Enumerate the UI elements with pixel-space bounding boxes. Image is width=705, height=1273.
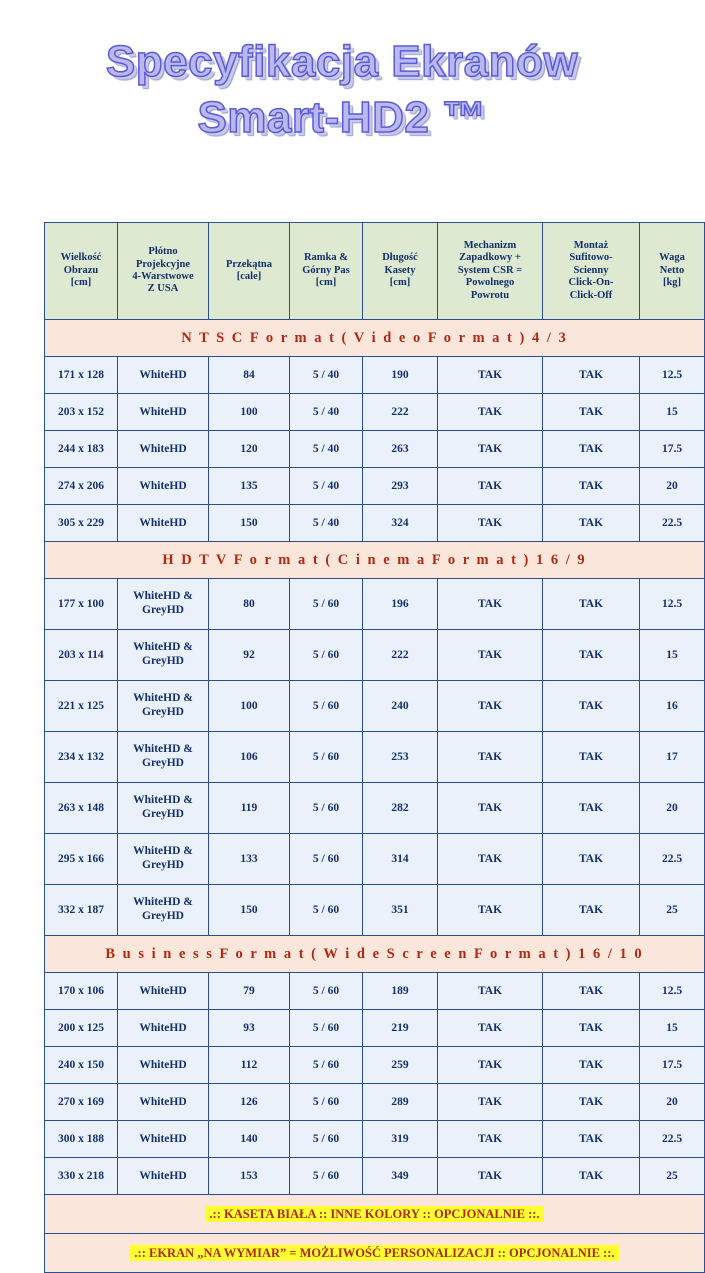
table-cell-weight: 22.5 [640, 1121, 705, 1158]
table-row [45, 783, 705, 834]
table-cell-line: WhiteHD & [133, 590, 193, 603]
column-header-frame [290, 223, 363, 320]
table-cell-weight: 16 [640, 681, 705, 732]
table-row [45, 1047, 705, 1084]
table-row [45, 1158, 705, 1195]
table-cell-line: WhiteHD & [133, 692, 193, 705]
table-cell-diag: 120 [209, 431, 290, 468]
table-cell-len: 190 [363, 357, 438, 394]
table-cell-diag: 79 [209, 973, 290, 1010]
column-header-line: Długość [382, 252, 418, 264]
table-cell-frame: 5 / 40 [290, 468, 363, 505]
title-line-1: Specyfikacja Ekranów [105, 37, 579, 86]
column-header-line: Montaż [573, 240, 609, 252]
table-cell-fabric: WhiteHD [118, 357, 209, 394]
table-cell-mech: TAK [438, 394, 543, 431]
table-cell-mech: TAK [438, 630, 543, 681]
column-header-line: Powolnego [465, 277, 515, 289]
table-cell-fabric: WhiteHD [118, 1158, 209, 1195]
table-row [45, 468, 705, 505]
column-header-line: Sufitowo- [569, 252, 613, 264]
table-cell-diag: 93 [209, 1010, 290, 1047]
table-cell-line: WhiteHD & [133, 743, 193, 756]
table-cell-fabric [118, 834, 209, 885]
table-cell-diag: 112 [209, 1047, 290, 1084]
table-cell-line: GreyHD [142, 859, 184, 871]
table-cell-mount: TAK [543, 1010, 640, 1047]
column-header-line: Obrazu [63, 264, 99, 276]
table-cell-len: 293 [363, 468, 438, 505]
table-row [45, 732, 705, 783]
table-cell-line: GreyHD [142, 706, 184, 718]
table-cell-frame: 5 / 60 [290, 630, 363, 681]
table-row [45, 885, 705, 936]
footer-note-text: .:: KASETA BIAŁA :: INNE KOLORY :: OPCJONALNIE ::. [205, 1206, 543, 1222]
table-cell-diag: 80 [209, 579, 290, 630]
table-cell-len: 189 [363, 973, 438, 1010]
table-row [45, 394, 705, 431]
table-cell-mech: TAK [438, 1047, 543, 1084]
table-cell-len: 222 [363, 630, 438, 681]
table-cell-size: 244 x 183 [45, 431, 118, 468]
table-cell-weight: 12.5 [640, 579, 705, 630]
table-row [45, 681, 705, 732]
table-cell-fabric [118, 630, 209, 681]
table-cell-frame: 5 / 60 [290, 1047, 363, 1084]
table-cell-weight: 12.5 [640, 973, 705, 1010]
table-cell-len: 222 [363, 394, 438, 431]
table-cell-len: 219 [363, 1010, 438, 1047]
table-cell-size: 203 x 152 [45, 394, 118, 431]
table-cell-fabric: WhiteHD [118, 1121, 209, 1158]
table-cell-mount: TAK [543, 834, 640, 885]
table-cell-fabric: WhiteHD [118, 1047, 209, 1084]
table-cell-line: WhiteHD & [133, 845, 193, 858]
table-cell-diag: 100 [209, 394, 290, 431]
column-header-size [45, 223, 118, 320]
section-header-row [45, 936, 705, 973]
table-cell-len: 289 [363, 1084, 438, 1121]
table-cell-frame: 5 / 60 [290, 579, 363, 630]
column-header-line: [cm] [389, 277, 411, 289]
title-line-2: Smart-HD2 ™ [197, 93, 487, 143]
table-cell-line: GreyHD [142, 604, 184, 616]
table-cell-mech: TAK [438, 732, 543, 783]
table-row [45, 834, 705, 885]
table-cell-mech: TAK [438, 579, 543, 630]
table-cell-mech: TAK [438, 783, 543, 834]
column-header-line: System CSR = [457, 264, 523, 276]
table-cell-mech: TAK [438, 1084, 543, 1121]
column-header-line: Mechanizm [463, 240, 517, 252]
column-header-fabric [118, 223, 209, 320]
page-title [0, 0, 684, 147]
table-cell-fabric: WhiteHD [118, 394, 209, 431]
table-cell-line: WhiteHD & [133, 794, 193, 807]
table-cell-mech: TAK [438, 834, 543, 885]
table-cell-frame: 5 / 60 [290, 885, 363, 936]
table-cell-weight: 20 [640, 1084, 705, 1121]
table-cell-weight: 15 [640, 630, 705, 681]
table-cell-line: GreyHD [142, 910, 184, 922]
table-cell-mech: TAK [438, 885, 543, 936]
table-cell-size: 332 x 187 [45, 885, 118, 936]
table-cell-mount: TAK [543, 394, 640, 431]
table-header-row [45, 223, 705, 320]
column-header-line: Zapadkowy + [459, 252, 521, 264]
column-header-line: Ramka & [303, 252, 349, 264]
table-cell-fabric [118, 783, 209, 834]
table-cell-len: 196 [363, 579, 438, 630]
table-cell-mech: TAK [438, 1010, 543, 1047]
table-cell-len: 259 [363, 1047, 438, 1084]
table-cell-diag: 140 [209, 1121, 290, 1158]
table-cell-fabric: WhiteHD [118, 468, 209, 505]
column-header-line: Powrotu [470, 289, 510, 301]
column-header-line: Waga [659, 252, 685, 264]
table-cell-weight: 22.5 [640, 505, 705, 542]
table-cell-fabric: WhiteHD [118, 431, 209, 468]
column-header-line: Click-Off [569, 289, 613, 301]
column-header-line: Scienny [573, 264, 609, 276]
table-cell-frame: 5 / 60 [290, 681, 363, 732]
table-cell-mount: TAK [543, 885, 640, 936]
table-cell-weight: 15 [640, 394, 705, 431]
table-cell-weight: 22.5 [640, 834, 705, 885]
table-cell-mech: TAK [438, 431, 543, 468]
table-cell-frame: 5 / 60 [290, 973, 363, 1010]
table-cell-mech: TAK [438, 1158, 543, 1195]
table-cell-mount: TAK [543, 973, 640, 1010]
table-cell-frame: 5 / 60 [290, 834, 363, 885]
table-cell-size: 305 x 229 [45, 505, 118, 542]
table-cell-frame: 5 / 60 [290, 1121, 363, 1158]
table-cell-fabric [118, 885, 209, 936]
table-cell-mount: TAK [543, 1084, 640, 1121]
table-cell-weight: 15 [640, 1010, 705, 1047]
column-header-line: Z USA [147, 283, 179, 295]
column-header-case-length [363, 223, 438, 320]
table-cell-fabric: WhiteHD [118, 1084, 209, 1121]
section-header-row [45, 320, 705, 357]
specification-table [44, 222, 705, 1273]
table-cell-size: 234 x 132 [45, 732, 118, 783]
table-cell-mount: TAK [543, 431, 640, 468]
table-cell-weight: 25 [640, 885, 705, 936]
column-header-mechanism [438, 223, 543, 320]
table-cell-size: 240 x 150 [45, 1047, 118, 1084]
table-cell-mount: TAK [543, 579, 640, 630]
table-cell-size: 263 x 148 [45, 783, 118, 834]
table-cell-mount: TAK [543, 783, 640, 834]
table-cell-mount: TAK [543, 1158, 640, 1195]
table-cell-weight: 12.5 [640, 357, 705, 394]
table-cell-frame: 5 / 40 [290, 431, 363, 468]
table-cell-weight: 20 [640, 468, 705, 505]
table-cell-frame: 5 / 60 [290, 1158, 363, 1195]
table-cell-size: 295 x 166 [45, 834, 118, 885]
table-cell-len: 314 [363, 834, 438, 885]
table-cell-fabric [118, 579, 209, 630]
table-cell-mount: TAK [543, 357, 640, 394]
table-cell-diag: 153 [209, 1158, 290, 1195]
footer-note-row [45, 1234, 705, 1273]
table-cell-mount: TAK [543, 1047, 640, 1084]
table-cell-size: 203 x 114 [45, 630, 118, 681]
table-cell-diag: 135 [209, 468, 290, 505]
table-cell-len: 319 [363, 1121, 438, 1158]
table-cell-diag: 150 [209, 885, 290, 936]
table-cell-fabric [118, 732, 209, 783]
table-cell-weight: 20 [640, 783, 705, 834]
table-cell-frame: 5 / 40 [290, 357, 363, 394]
table-cell-size: 170 x 106 [45, 973, 118, 1010]
table-row [45, 630, 705, 681]
table-cell-line: WhiteHD & [133, 896, 193, 909]
table-cell-frame: 5 / 60 [290, 1084, 363, 1121]
table-cell-size: 274 x 206 [45, 468, 118, 505]
column-header-line: [cm] [70, 277, 92, 289]
table-row [45, 431, 705, 468]
table-cell-mount: TAK [543, 630, 640, 681]
table-cell-weight: 17.5 [640, 1047, 705, 1084]
column-header-line: Projekcyjne [135, 258, 191, 270]
table-cell-mech: TAK [438, 357, 543, 394]
footer-note-row [45, 1195, 705, 1234]
table-cell-weight: 17 [640, 732, 705, 783]
table-body [45, 320, 705, 1273]
table-cell-mech: TAK [438, 505, 543, 542]
column-header-line: [kg] [662, 277, 682, 289]
table-cell-line: GreyHD [142, 808, 184, 820]
table-cell-diag: 100 [209, 681, 290, 732]
table-cell-len: 240 [363, 681, 438, 732]
column-header-line: [cm] [315, 277, 337, 289]
table-cell-frame: 5 / 40 [290, 394, 363, 431]
table-cell-line: WhiteHD & [133, 641, 193, 654]
table-cell-fabric: WhiteHD [118, 973, 209, 1010]
table-cell-fabric [118, 681, 209, 732]
table-row [45, 1084, 705, 1121]
table-row [45, 1010, 705, 1047]
table-cell-frame: 5 / 60 [290, 1010, 363, 1047]
table-cell-diag: 119 [209, 783, 290, 834]
table-cell-size: 330 x 218 [45, 1158, 118, 1195]
table-cell-size: 300 x 188 [45, 1121, 118, 1158]
table-cell-diag: 84 [209, 357, 290, 394]
column-header-line: Przekątna [225, 258, 273, 270]
table-cell-len: 263 [363, 431, 438, 468]
table-cell-len: 324 [363, 505, 438, 542]
table-cell-diag: 92 [209, 630, 290, 681]
column-header-line: Płótno [148, 246, 178, 258]
table-cell-frame: 5 / 60 [290, 732, 363, 783]
footer-note-text: .:: EKRAN „NA WYMIAR” = MOŻLIWOŚĆ PERSONALIZACJI :: OPCJONALNIE ::. [130, 1245, 618, 1261]
table-cell-len: 351 [363, 885, 438, 936]
section-header-row [45, 542, 705, 579]
column-header-line: Górny Pas [302, 264, 350, 276]
table-cell-mount: TAK [543, 505, 640, 542]
table-cell-diag: 126 [209, 1084, 290, 1121]
section-header-label: H D T V F o r m a t ( C i n e m a F o r m a t ) 1 6 / 9 [45, 542, 705, 579]
table-row [45, 1121, 705, 1158]
table-cell-len: 349 [363, 1158, 438, 1195]
table-cell-mount: TAK [543, 1121, 640, 1158]
footer-note-2 [45, 1234, 705, 1273]
table-cell-fabric: WhiteHD [118, 1010, 209, 1047]
column-header-line: Wielkość [60, 252, 102, 264]
table-cell-size: 221 x 125 [45, 681, 118, 732]
table-cell-mech: TAK [438, 1121, 543, 1158]
table-header [45, 223, 705, 320]
column-header-mounting [543, 223, 640, 320]
table-cell-mech: TAK [438, 681, 543, 732]
table-cell-size: 177 x 100 [45, 579, 118, 630]
table-cell-diag: 106 [209, 732, 290, 783]
section-header-label: B u s i n e s s F o r m a t ( W i d e S c r e e n F o r m a t ) 1 6 / 1 0 [45, 936, 705, 973]
table-cell-line: GreyHD [142, 655, 184, 667]
table-row [45, 505, 705, 542]
table-cell-frame: 5 / 40 [290, 505, 363, 542]
table-cell-len: 282 [363, 783, 438, 834]
table-cell-mount: TAK [543, 732, 640, 783]
table-cell-size: 171 x 128 [45, 357, 118, 394]
column-header-line: Kasety [384, 264, 416, 276]
table-cell-line: GreyHD [142, 757, 184, 769]
table-cell-mount: TAK [543, 681, 640, 732]
column-header-line: Click-On- [568, 277, 614, 289]
section-header-label: N T S C F o r m a t ( V i d e o F o r m a t ) 4 / 3 [45, 320, 705, 357]
column-header-weight [640, 223, 705, 320]
table-cell-weight: 25 [640, 1158, 705, 1195]
table-cell-size: 270 x 169 [45, 1084, 118, 1121]
table-row [45, 973, 705, 1010]
table-cell-fabric: WhiteHD [118, 505, 209, 542]
table-cell-size: 200 x 125 [45, 1010, 118, 1047]
table-cell-diag: 150 [209, 505, 290, 542]
footer-note-1 [45, 1195, 705, 1234]
table-row [45, 357, 705, 394]
table-cell-mech: TAK [438, 973, 543, 1010]
table-cell-len: 253 [363, 732, 438, 783]
table-cell-mount: TAK [543, 468, 640, 505]
table-cell-diag: 133 [209, 834, 290, 885]
column-header-line: Netto [659, 264, 685, 276]
table-cell-weight: 17.5 [640, 431, 705, 468]
table-cell-mech: TAK [438, 468, 543, 505]
table-row [45, 579, 705, 630]
column-header-line: [cale] [236, 271, 262, 282]
column-header-diagonal [209, 223, 290, 320]
column-header-line: 4-Warstwowe [132, 271, 194, 282]
specification-table-wrapper [44, 222, 685, 1273]
table-cell-frame: 5 / 60 [290, 783, 363, 834]
